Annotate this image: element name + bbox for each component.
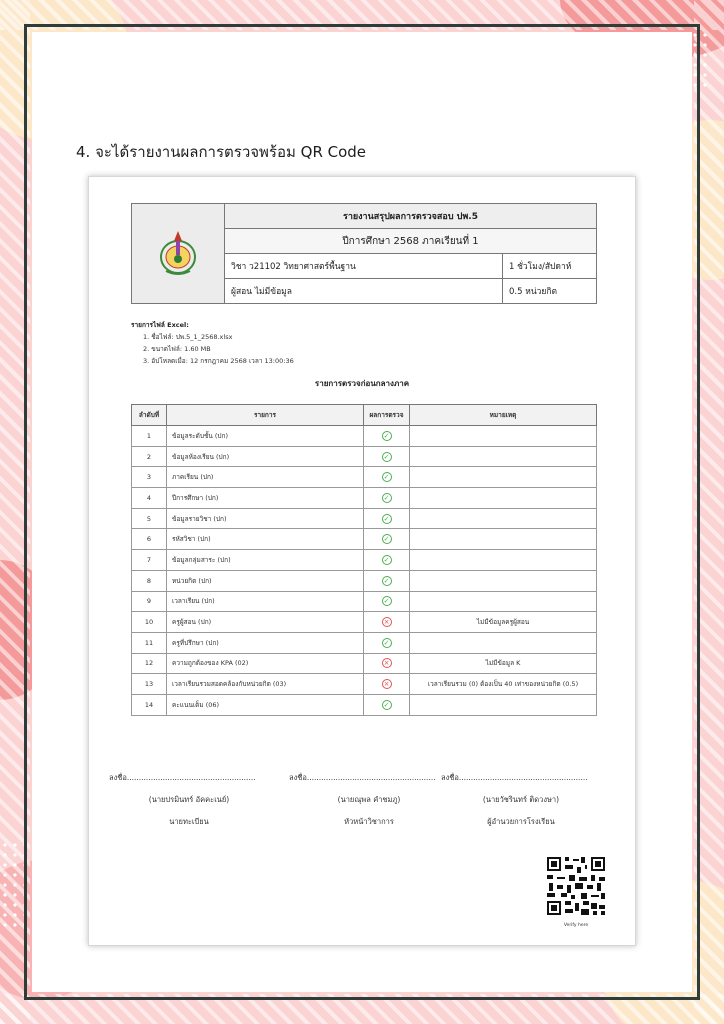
table-row — [132, 674, 597, 695]
row-result — [364, 632, 410, 653]
row-result — [364, 488, 410, 509]
row-item: เวลาเรียนรวมสอดคล้องกับหน่วยกิต (03) — [167, 674, 364, 695]
table-row — [132, 550, 597, 571]
check-circle-icon: ✓ — [382, 555, 392, 565]
signature-director — [441, 767, 601, 833]
signature-line: ลงชื่อ...................................................... — [109, 773, 256, 782]
row-result — [364, 550, 410, 571]
qr-caption: Verify here — [563, 923, 589, 928]
row-note — [410, 446, 597, 467]
table-row — [132, 612, 597, 633]
row-note — [410, 508, 597, 529]
excel-list-label: รายการไฟล์ Excel: — [131, 321, 189, 329]
teacher-name: ผู้สอน ไม่มีข้อมูล — [225, 279, 503, 304]
check-circle-icon: ✓ — [382, 514, 392, 524]
x-circle-icon: × — [382, 658, 392, 668]
check-circle-icon: ✓ — [382, 576, 392, 586]
check-circle-icon: ✓ — [382, 534, 392, 544]
row-note — [410, 632, 597, 653]
row-result — [364, 570, 410, 591]
table-header-row — [132, 405, 597, 426]
row-item: เวลาเรียน (ปก) — [167, 591, 364, 612]
row-item: ครูผู้สอน (ปก) — [167, 612, 364, 633]
table-row — [132, 591, 597, 612]
check-circle-icon: ✓ — [382, 452, 392, 462]
table-row — [132, 508, 597, 529]
check-circle-icon: ✓ — [382, 638, 392, 648]
header-no: ลำดับที่ — [132, 405, 167, 426]
row-result — [364, 508, 410, 529]
row-item: ข้อมูลกลุ่มสาระ (ปก) — [167, 550, 364, 571]
row-number: 8 — [132, 570, 167, 591]
header-item: รายการ — [167, 405, 364, 426]
row-note — [410, 570, 597, 591]
row-note — [410, 467, 597, 488]
signer-name: (นายวัชรินทร์ ติดวงษา) — [482, 795, 560, 804]
signer-role: นายทะเบียน — [169, 817, 209, 826]
report-document — [88, 176, 636, 946]
signer-name: (นายปรมินทร์ อัคคะเนย์) — [148, 795, 230, 804]
row-result — [364, 674, 410, 695]
row-note — [410, 591, 597, 612]
check-circle-icon: ✓ — [382, 596, 392, 606]
row-number: 2 — [132, 446, 167, 467]
row-note — [410, 529, 597, 550]
report-title: รายงานสรุปผลการตรวจสอบ ปพ.5 — [225, 204, 597, 229]
verification-qr[interactable] — [545, 855, 607, 928]
excel-file-list — [131, 319, 294, 367]
row-result — [364, 694, 410, 715]
row-number: 5 — [132, 508, 167, 529]
row-number: 4 — [132, 488, 167, 509]
check-circle-icon: ✓ — [382, 431, 392, 441]
row-item: คะแนนเต็ม (06) — [167, 694, 364, 715]
row-item: ข้อมูลห้องเรียน (ปก) — [167, 446, 364, 467]
row-note — [410, 550, 597, 571]
row-number: 9 — [132, 591, 167, 612]
excel-file-size: 2. ขนาดไฟล์: 1.60 MB — [143, 345, 211, 353]
signature-line: ลงชื่อ...................................................... — [289, 773, 436, 782]
row-item: รหัสวิชา (ปก) — [167, 529, 364, 550]
section-title: รายการตรวจก่อนกลางภาค — [314, 379, 410, 388]
signature-academic-head — [289, 767, 449, 833]
row-number: 14 — [132, 694, 167, 715]
school-seal-cell — [132, 204, 225, 304]
row-number: 7 — [132, 550, 167, 571]
row-number: 11 — [132, 632, 167, 653]
row-result — [364, 426, 410, 447]
header-note: หมายเหตุ — [410, 405, 597, 426]
row-note — [410, 488, 597, 509]
row-note — [410, 694, 597, 715]
row-result — [364, 446, 410, 467]
table-row — [132, 632, 597, 653]
row-result — [364, 529, 410, 550]
row-item: ข้อมูลรายวิชา (ปก) — [167, 508, 364, 529]
row-item: ครูที่ปรึกษา (ปก) — [167, 632, 364, 653]
table-row — [132, 467, 597, 488]
row-result — [364, 467, 410, 488]
row-item: ความถูกต้องของ KPA (02) — [167, 653, 364, 674]
table-row — [132, 694, 597, 715]
table-row — [132, 570, 597, 591]
page-heading: 4. จะได้รายงานผลการตรวจพร้อม QR Code — [76, 143, 367, 161]
subject-hours: 1 ชั่วโมง/สัปดาห์ — [503, 254, 597, 279]
table-row — [132, 529, 597, 550]
report-header-table — [131, 203, 597, 304]
row-result — [364, 653, 410, 674]
check-circle-icon: ✓ — [382, 493, 392, 503]
school-seal-icon — [158, 227, 198, 277]
header-result: ผลการตรวจ — [364, 405, 410, 426]
row-item: ภาคเรียน (ปก) — [167, 467, 364, 488]
row-item: ปีการศึกษา (ปก) — [167, 488, 364, 509]
check-circle-icon: ✓ — [382, 472, 392, 482]
excel-upload-time: 3. อัปโหลดเมื่อ: 12 กรกฎาคม 2568 เวลา 13:00:36 — [143, 357, 294, 365]
check-circle-icon: ✓ — [382, 700, 392, 710]
signer-role: ผู้อำนวยการโรงเรียน — [487, 817, 555, 826]
signer-name: (นายณุพล คำชมภู) — [337, 795, 401, 804]
signer-role: หัวหน้าวิชาการ — [344, 817, 394, 826]
x-circle-icon: × — [382, 679, 392, 689]
row-number: 10 — [132, 612, 167, 633]
row-note — [410, 426, 597, 447]
qr-code-icon — [545, 855, 607, 917]
row-item: ข้อมูลระดับชั้น (ปก) — [167, 426, 364, 447]
row-note: ไม่มีข้อมูล K — [410, 653, 597, 674]
table-row — [132, 653, 597, 674]
row-note: ไม่มีข้อมูลครูผู้สอน — [410, 612, 597, 633]
row-number: 12 — [132, 653, 167, 674]
row-result — [364, 591, 410, 612]
row-number: 6 — [132, 529, 167, 550]
academic-year: ปีการศึกษา 2568 ภาคเรียนที่ 1 — [225, 229, 597, 254]
subject-credits: 0.5 หน่วยกิต — [503, 279, 597, 304]
row-note: เวลาเรียนรวม (0) ต้องเป็น 40 เท่าของหน่วยกิต (0.5) — [410, 674, 597, 695]
table-row — [132, 426, 597, 447]
row-item: หน่วยกิต (ปก) — [167, 570, 364, 591]
row-number: 1 — [132, 426, 167, 447]
x-circle-icon: × — [382, 617, 392, 627]
excel-file-name: 1. ชื่อไฟล์: ปพ.5_1_2568.xlsx — [143, 333, 233, 341]
table-row — [132, 488, 597, 509]
checklist-table — [131, 404, 597, 716]
subject-name: วิชา ว21102 วิทยาศาสตร์พื้นฐาน — [225, 254, 503, 279]
table-row — [132, 446, 597, 467]
signature-line: ลงชื่อ...................................................... — [441, 773, 588, 782]
row-number: 3 — [132, 467, 167, 488]
row-result — [364, 612, 410, 633]
row-number: 13 — [132, 674, 167, 695]
signature-registrar — [109, 767, 269, 833]
